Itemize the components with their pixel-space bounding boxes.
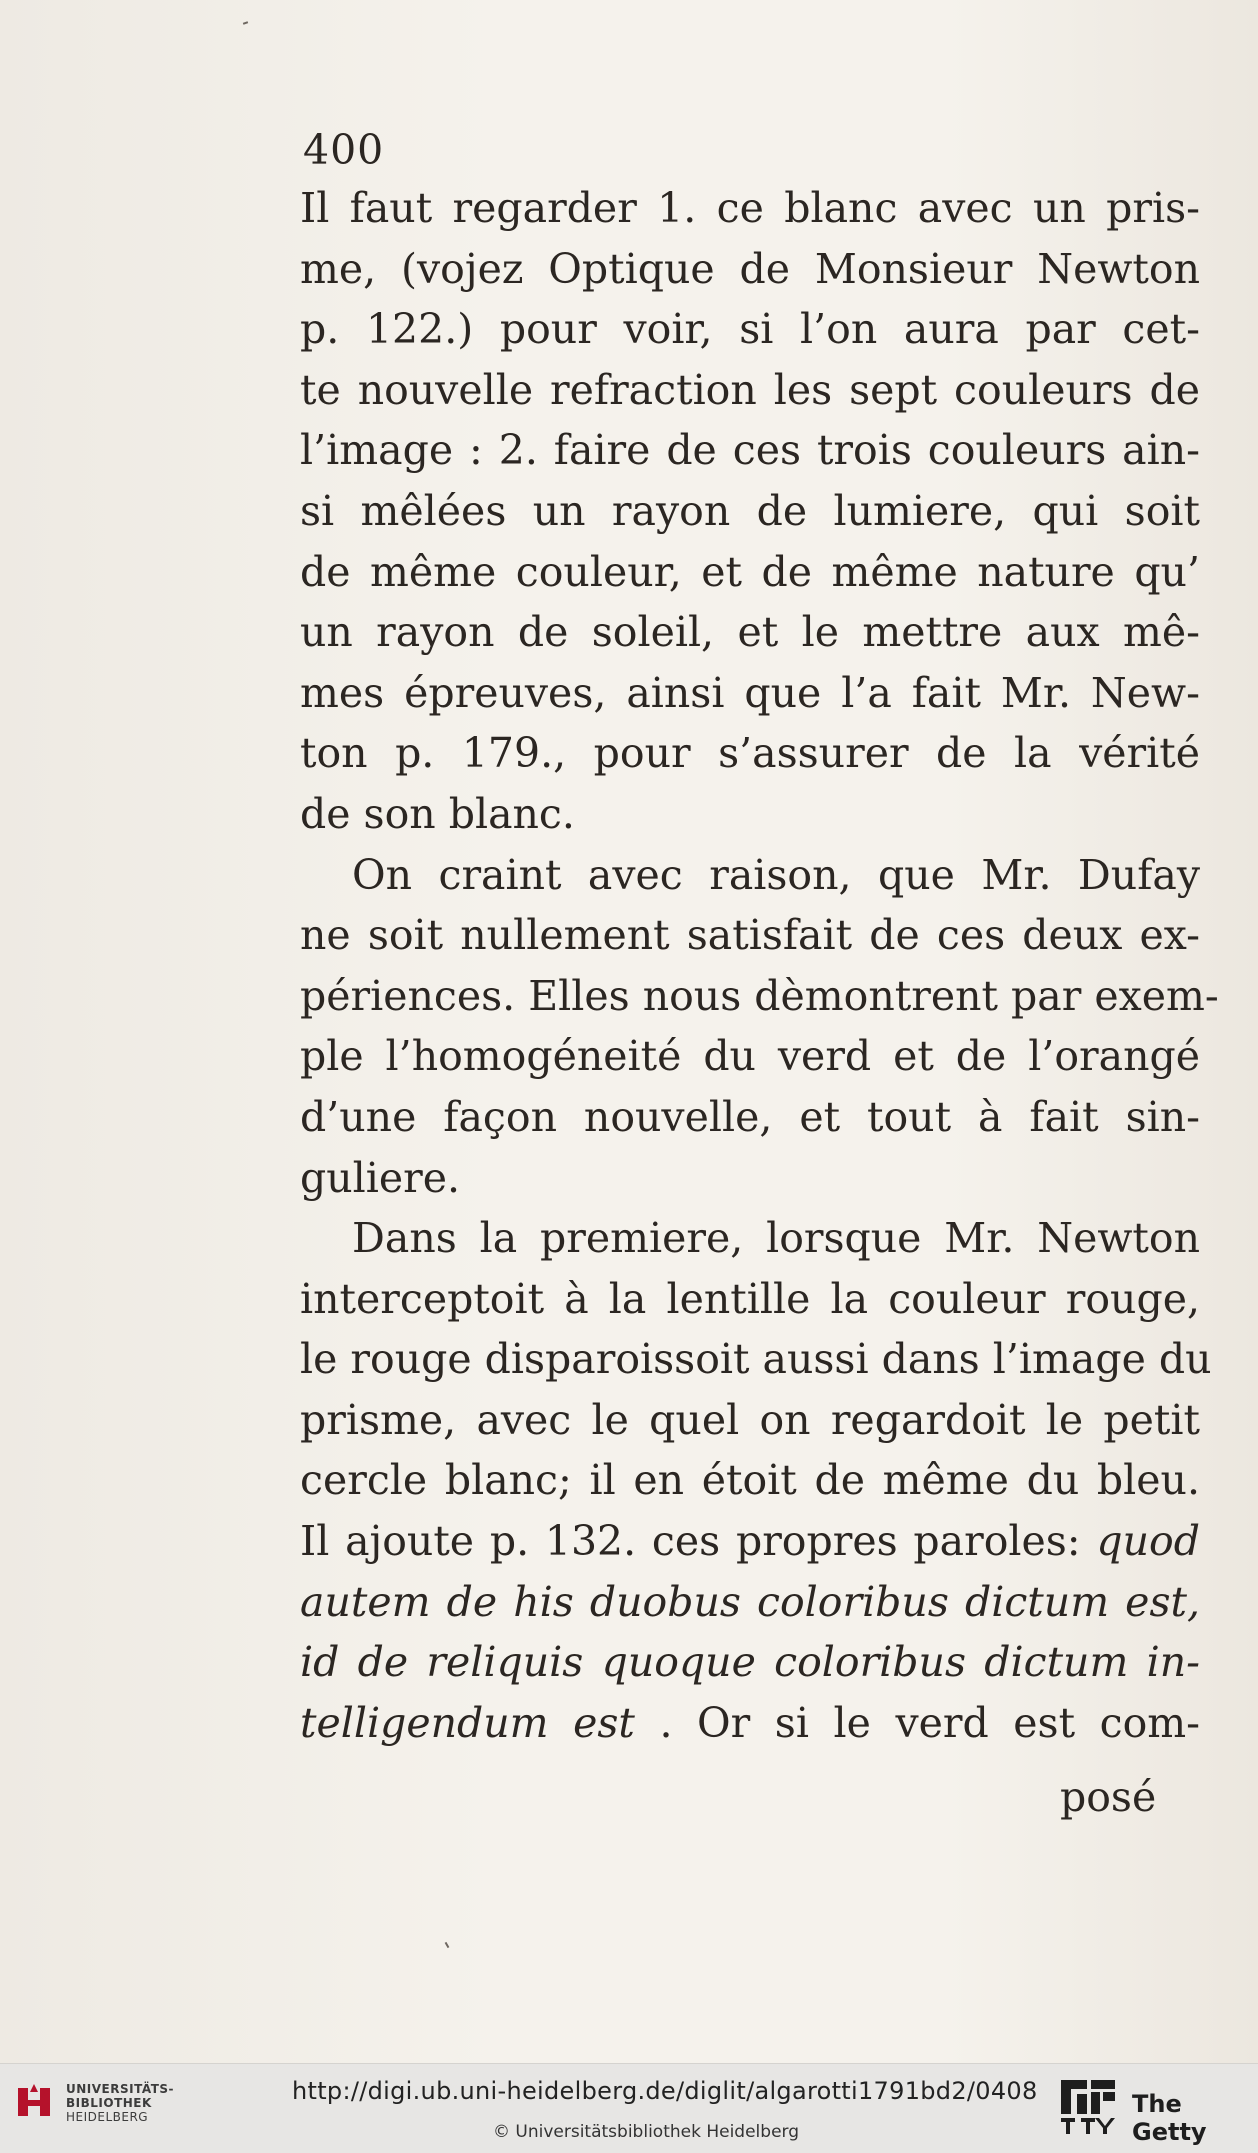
text-fragment: Il ajoute p. 132. ces propres paroles: [300, 1517, 1081, 1566]
catchword: posé [1060, 1773, 1157, 1821]
text-line [300, 1572, 1200, 1633]
library-name-line: UNIVERSITÄTS- [66, 2082, 175, 2096]
library-name-line: HEIDELBERG [66, 2110, 149, 2124]
text-line: ple l’homogéneité du verd et de l’orangé [300, 1032, 1200, 1081]
text-line [300, 1693, 1200, 1754]
text-line [300, 1511, 1200, 1572]
text-line: Il faut regarder 1. ce blanc avec un pris- [300, 184, 1200, 232]
heidelberg-university-logo-icon [14, 2082, 54, 2122]
text-line: de même couleur, et de même nature qu’ [300, 547, 1200, 596]
text-line: guliere. [300, 1153, 461, 1202]
paragraph-3 [300, 1208, 1212, 1753]
text-line: On craint avec raison, que Mr. Dufay [352, 850, 1200, 899]
text-line: d’une façon nouvelle, et tout à fait sin- [300, 1092, 1200, 1141]
text-line [300, 1632, 1200, 1693]
text-line: me, (vojez Optique de Monsieur Newton [300, 244, 1200, 293]
text-line: le rouge disparoissoit aussi dans l’image du [300, 1335, 1212, 1384]
text-line: cercle blanc; il en étoit de même du bleu. [300, 1456, 1200, 1505]
ink-speck [445, 1942, 450, 1948]
text-line: périences. Elles nous dèmontrent par exem- [300, 971, 1219, 1020]
page-number: 400 [303, 126, 385, 174]
text-line: interceptoit à la lentille la couleur rouge, [300, 1274, 1200, 1323]
text-fragment: . Or si le verd est com- [659, 1698, 1200, 1747]
digitization-footer [0, 2063, 1258, 2153]
library-name-line: BIBLIOTHEK [66, 2096, 152, 2110]
library-name [66, 2082, 174, 2124]
latin-quote: quod [1096, 1517, 1200, 1566]
text-line: ton p. 179., pour s’assurer de la vérité [300, 729, 1200, 778]
latin-quote: id de reliquis quoque coloribus dictum in- [300, 1638, 1200, 1687]
text-line: p. 122.) pour voir, si l’on aura par cet- [300, 305, 1200, 354]
latin-quote: telligendum est [300, 1698, 635, 1747]
text-line: Dans la premiere, lorsque Mr. Newton [352, 1214, 1200, 1263]
text-line: un rayon de soleil, et le mettre aux mê- [300, 608, 1200, 657]
text-line: ne soit nullement satisfait de ces deux ex- [300, 911, 1200, 960]
copyright-notice: © Universitätsbibliothek Heidelberg [493, 2122, 800, 2142]
latin-quote: autem de his duobus coloribus dictum est, [300, 1577, 1200, 1626]
permalink-url[interactable]: http://digi.ub.uni-heidelberg.de/diglit/algarotti1791bd2/0408 [292, 2077, 1038, 2105]
getty-logo-icon [1059, 2078, 1117, 2136]
page-text [300, 178, 1219, 1753]
paragraph-1 [300, 178, 1200, 845]
text-line: te nouvelle refraction les sept couleurs de [300, 365, 1200, 414]
text-line: prisme, avec le quel on regardoit le petit [300, 1395, 1200, 1444]
paragraph-2 [300, 845, 1219, 1209]
text-line: l’image : 2. faire de ces trois couleurs ain- [300, 426, 1200, 475]
ink-speck [243, 21, 248, 25]
text-line: si mêlées un rayon de lumiere, qui soit [300, 486, 1200, 535]
partner-name: The Getty [1132, 2090, 1207, 2146]
text-line: mes épreuves, ainsi que l’a fait Mr. New- [300, 668, 1200, 717]
text-line: de son blanc. [300, 789, 575, 838]
